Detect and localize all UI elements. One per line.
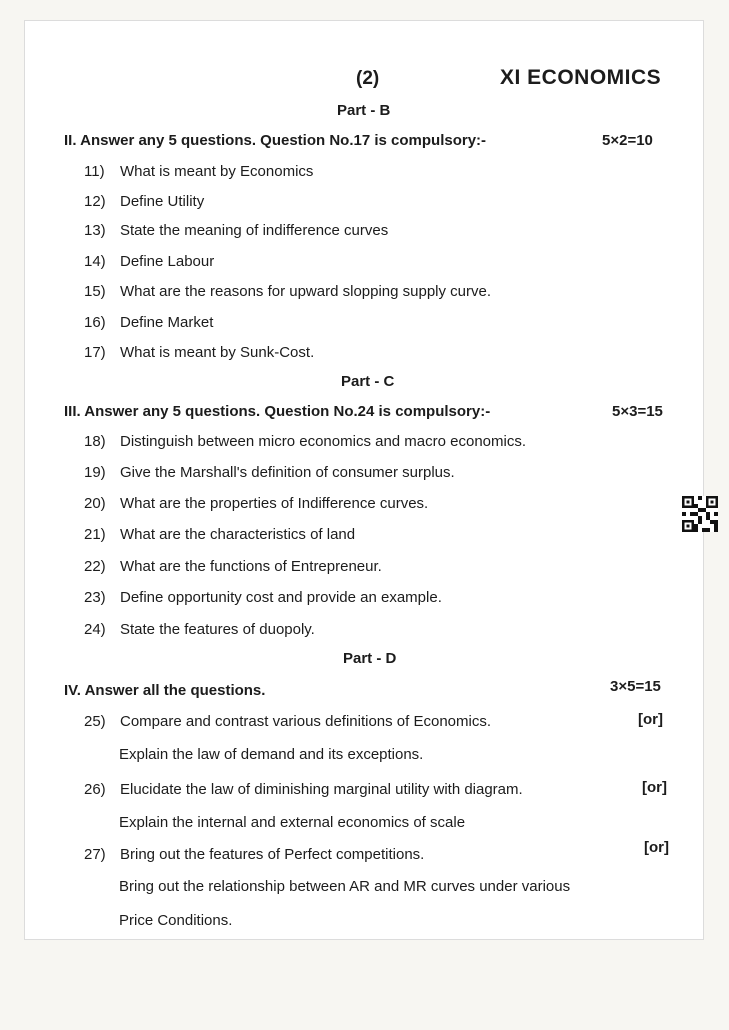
or-label: [or] xyxy=(644,839,669,856)
question-text: Define opportunity cost and provide an example. xyxy=(120,589,442,606)
page-number: (2) xyxy=(356,68,380,89)
question-text: What are the properties of Indifference curves. xyxy=(120,495,429,512)
question-27-alternative-cont: Price Conditions. xyxy=(119,912,233,929)
question-number: 20) xyxy=(84,495,106,512)
question-24 xyxy=(84,621,315,638)
question-text: State the features of duopoly. xyxy=(120,621,315,638)
part-c-instruction: III. Answer any 5 questions. Question No.24 is compulsory:- xyxy=(64,403,491,420)
question-text: Bring out the features of Perfect competitions. xyxy=(120,846,425,863)
question-12 xyxy=(84,193,204,210)
part-c-marks: 5×3=15 xyxy=(612,403,663,420)
question-text: Define Labour xyxy=(120,253,215,270)
question-18 xyxy=(84,433,526,450)
question-27-alternative: Bring out the relationship between AR and MR curves under various xyxy=(119,878,571,895)
question-number: 15) xyxy=(84,283,106,300)
question-16 xyxy=(84,314,213,331)
part-d-marks: 3×5=15 xyxy=(610,678,661,695)
question-number: 24) xyxy=(84,621,106,638)
question-number: 19) xyxy=(84,464,106,481)
part-d-instruction: IV. Answer all the questions. xyxy=(64,682,266,699)
question-17 xyxy=(84,344,314,361)
or-label: [or] xyxy=(642,779,667,796)
question-21 xyxy=(84,526,355,543)
question-number: 22) xyxy=(84,558,106,575)
question-text: Elucidate the law of diminishing marginal utility with diagram. xyxy=(120,781,523,798)
part-b-marks: 5×2=10 xyxy=(602,132,653,149)
question-23 xyxy=(84,589,442,606)
question-13 xyxy=(84,222,388,239)
qr-code-icon xyxy=(682,496,718,532)
question-20 xyxy=(84,495,428,512)
question-text: Give the Marshall's definition of consumer surplus. xyxy=(120,464,455,481)
question-number: 11) xyxy=(84,163,105,180)
question-11 xyxy=(84,163,313,180)
question-number: 16) xyxy=(84,314,106,331)
question-26-alternative: Explain the internal and external economics of scale xyxy=(119,814,466,831)
question-number: 27) xyxy=(84,846,106,863)
question-number: 14) xyxy=(84,253,106,270)
question-15 xyxy=(84,283,491,300)
question-text: What is meant by Economics xyxy=(120,163,314,180)
question-text: What is meant by Sunk-Cost. xyxy=(120,344,315,361)
subject-title: XI ECONOMICS xyxy=(500,66,662,89)
question-number: 23) xyxy=(84,589,106,606)
question-text: Define Market xyxy=(120,314,214,331)
part-d-title: Part - D xyxy=(343,650,397,667)
question-text: Distinguish between micro economics and macro economics. xyxy=(120,433,527,450)
question-number: 26) xyxy=(84,781,106,798)
question-19 xyxy=(84,464,455,481)
question-number: 21) xyxy=(84,526,106,543)
question-number: 18) xyxy=(84,433,106,450)
question-25-alternative: Explain the law of demand and its exceptions. xyxy=(119,746,424,763)
question-25 xyxy=(84,713,491,730)
part-c-title: Part - C xyxy=(341,373,395,390)
question-text: What are the functions of Entrepreneur. xyxy=(120,558,382,575)
question-number: 12) xyxy=(84,193,106,210)
question-text: What are the reasons for upward slopping supply curve. xyxy=(120,283,492,300)
question-text: Define Utility xyxy=(120,193,205,210)
question-number: 25) xyxy=(84,713,106,730)
question-22 xyxy=(84,558,382,575)
or-label: [or] xyxy=(638,711,663,728)
part-b-instruction: II. Answer any 5 questions. Question No.17 is compulsory:- xyxy=(64,132,487,149)
question-text: What are the characteristics of land xyxy=(120,526,356,543)
question-text: State the meaning of indifference curves xyxy=(120,222,389,239)
part-b-title: Part - B xyxy=(337,102,391,119)
question-26 xyxy=(84,781,523,798)
question-number: 13) xyxy=(84,222,106,239)
question-number: 17) xyxy=(84,344,106,361)
question-27 xyxy=(84,846,424,863)
question-14 xyxy=(84,253,214,270)
question-text: Compare and contrast various definitions of Economics. xyxy=(120,713,492,730)
